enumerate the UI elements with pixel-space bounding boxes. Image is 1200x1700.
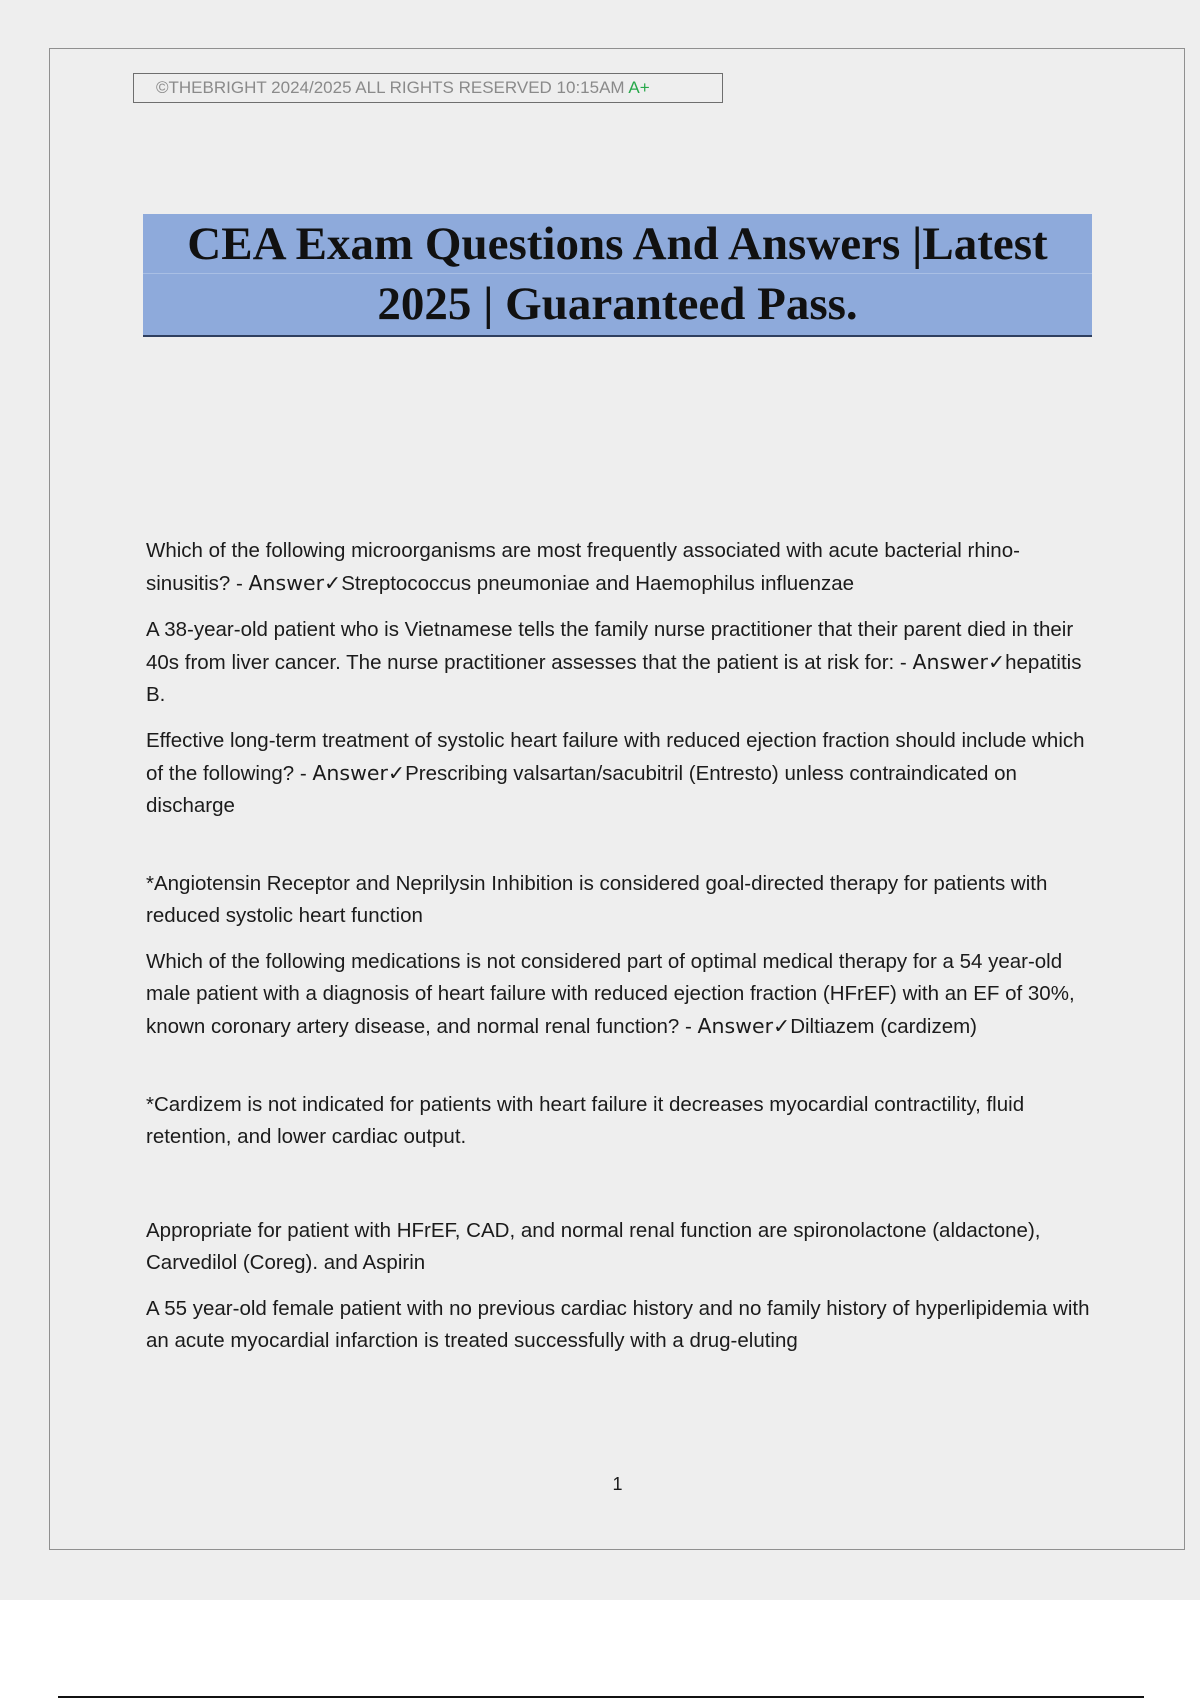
qa-item-3	[146, 725, 1096, 822]
rationale-note: *Angiotensin Receptor and Neprilysin Inhibition is considered goal-directed therapy for patients with reduced systolic heart function	[146, 872, 1048, 927]
answer-text: hepatitis B.	[146, 651, 1082, 706]
question-text: Which of the following medications is not considered part of optimal medical therapy for a 54 year-old male patient with a diagnosis of heart failure with reduced ejection fraction (HFrEF) with an EF of 30%, known coronary artery disease, and normal renal function? -	[146, 950, 1075, 1038]
question-continued: A 55 year-old female patient with no previous cardiac history and no family history of hyperlipidemia with an acute myocardial infarction is treated successfully with a drug-eluting	[146, 1297, 1090, 1352]
rationale-note: Appropriate for patient with HFrEF, CAD, and normal renal function are spironolactone (aldactone), Carvedilol (Coreg). and Aspirin	[146, 1219, 1041, 1274]
question-text: Which of the following microorganisms are most frequently associated with acute bacterial rhino-sinusitis? -	[146, 539, 1020, 595]
answer-text: Prescribing valsartan/sacubitril (Entresto) unless contraindicated on discharge	[146, 762, 1017, 817]
page-number: 1	[612, 1474, 623, 1494]
bottom-divider	[58, 1696, 1144, 1698]
title-line-2: 2025 | Guaranteed Pass.	[377, 278, 858, 330]
answer-text: Streptococcus pneumoniae and Haemophilus influenzae	[341, 572, 855, 595]
answer-marker: Answer✓	[248, 571, 342, 595]
rationale-note: *Cardizem is not indicated for patients with heart failure it decreases myocardial contractility, fluid retention, and lower cardiac output.	[146, 1093, 1025, 1148]
title-divider	[143, 273, 1092, 274]
qa-content	[146, 535, 1096, 1371]
qa-item-1	[146, 535, 1096, 600]
question-text: A 38-year-old patient who is Vietnamese tells the family nurse practitioner that their parent died in their 40s from liver cancer. The nurse practitioner assesses that the patient is at risk for: -	[146, 618, 1074, 674]
qa-item-2	[146, 614, 1096, 711]
question-text: Effective long-term treatment of systolic heart failure with reduced ejection fraction should include which of the following? -	[146, 729, 1085, 785]
title-line-1: CEA Exam Questions And Answers |Latest	[187, 218, 1048, 270]
answer-marker: Answer✓	[912, 650, 1006, 674]
answer-marker: Answer✓	[312, 761, 406, 785]
copyright-text: ©THEBRIGHT 2024/2025 ALL RIGHTS RESERVED 10:15AM	[156, 78, 625, 97]
document-title	[143, 214, 1092, 337]
grade-badge: A+	[628, 78, 650, 97]
qa-item-4	[146, 946, 1096, 1043]
answer-text: Diltiazem (cardizem)	[790, 1015, 978, 1038]
copyright-banner	[133, 73, 723, 103]
answer-marker: Answer✓	[697, 1014, 791, 1038]
